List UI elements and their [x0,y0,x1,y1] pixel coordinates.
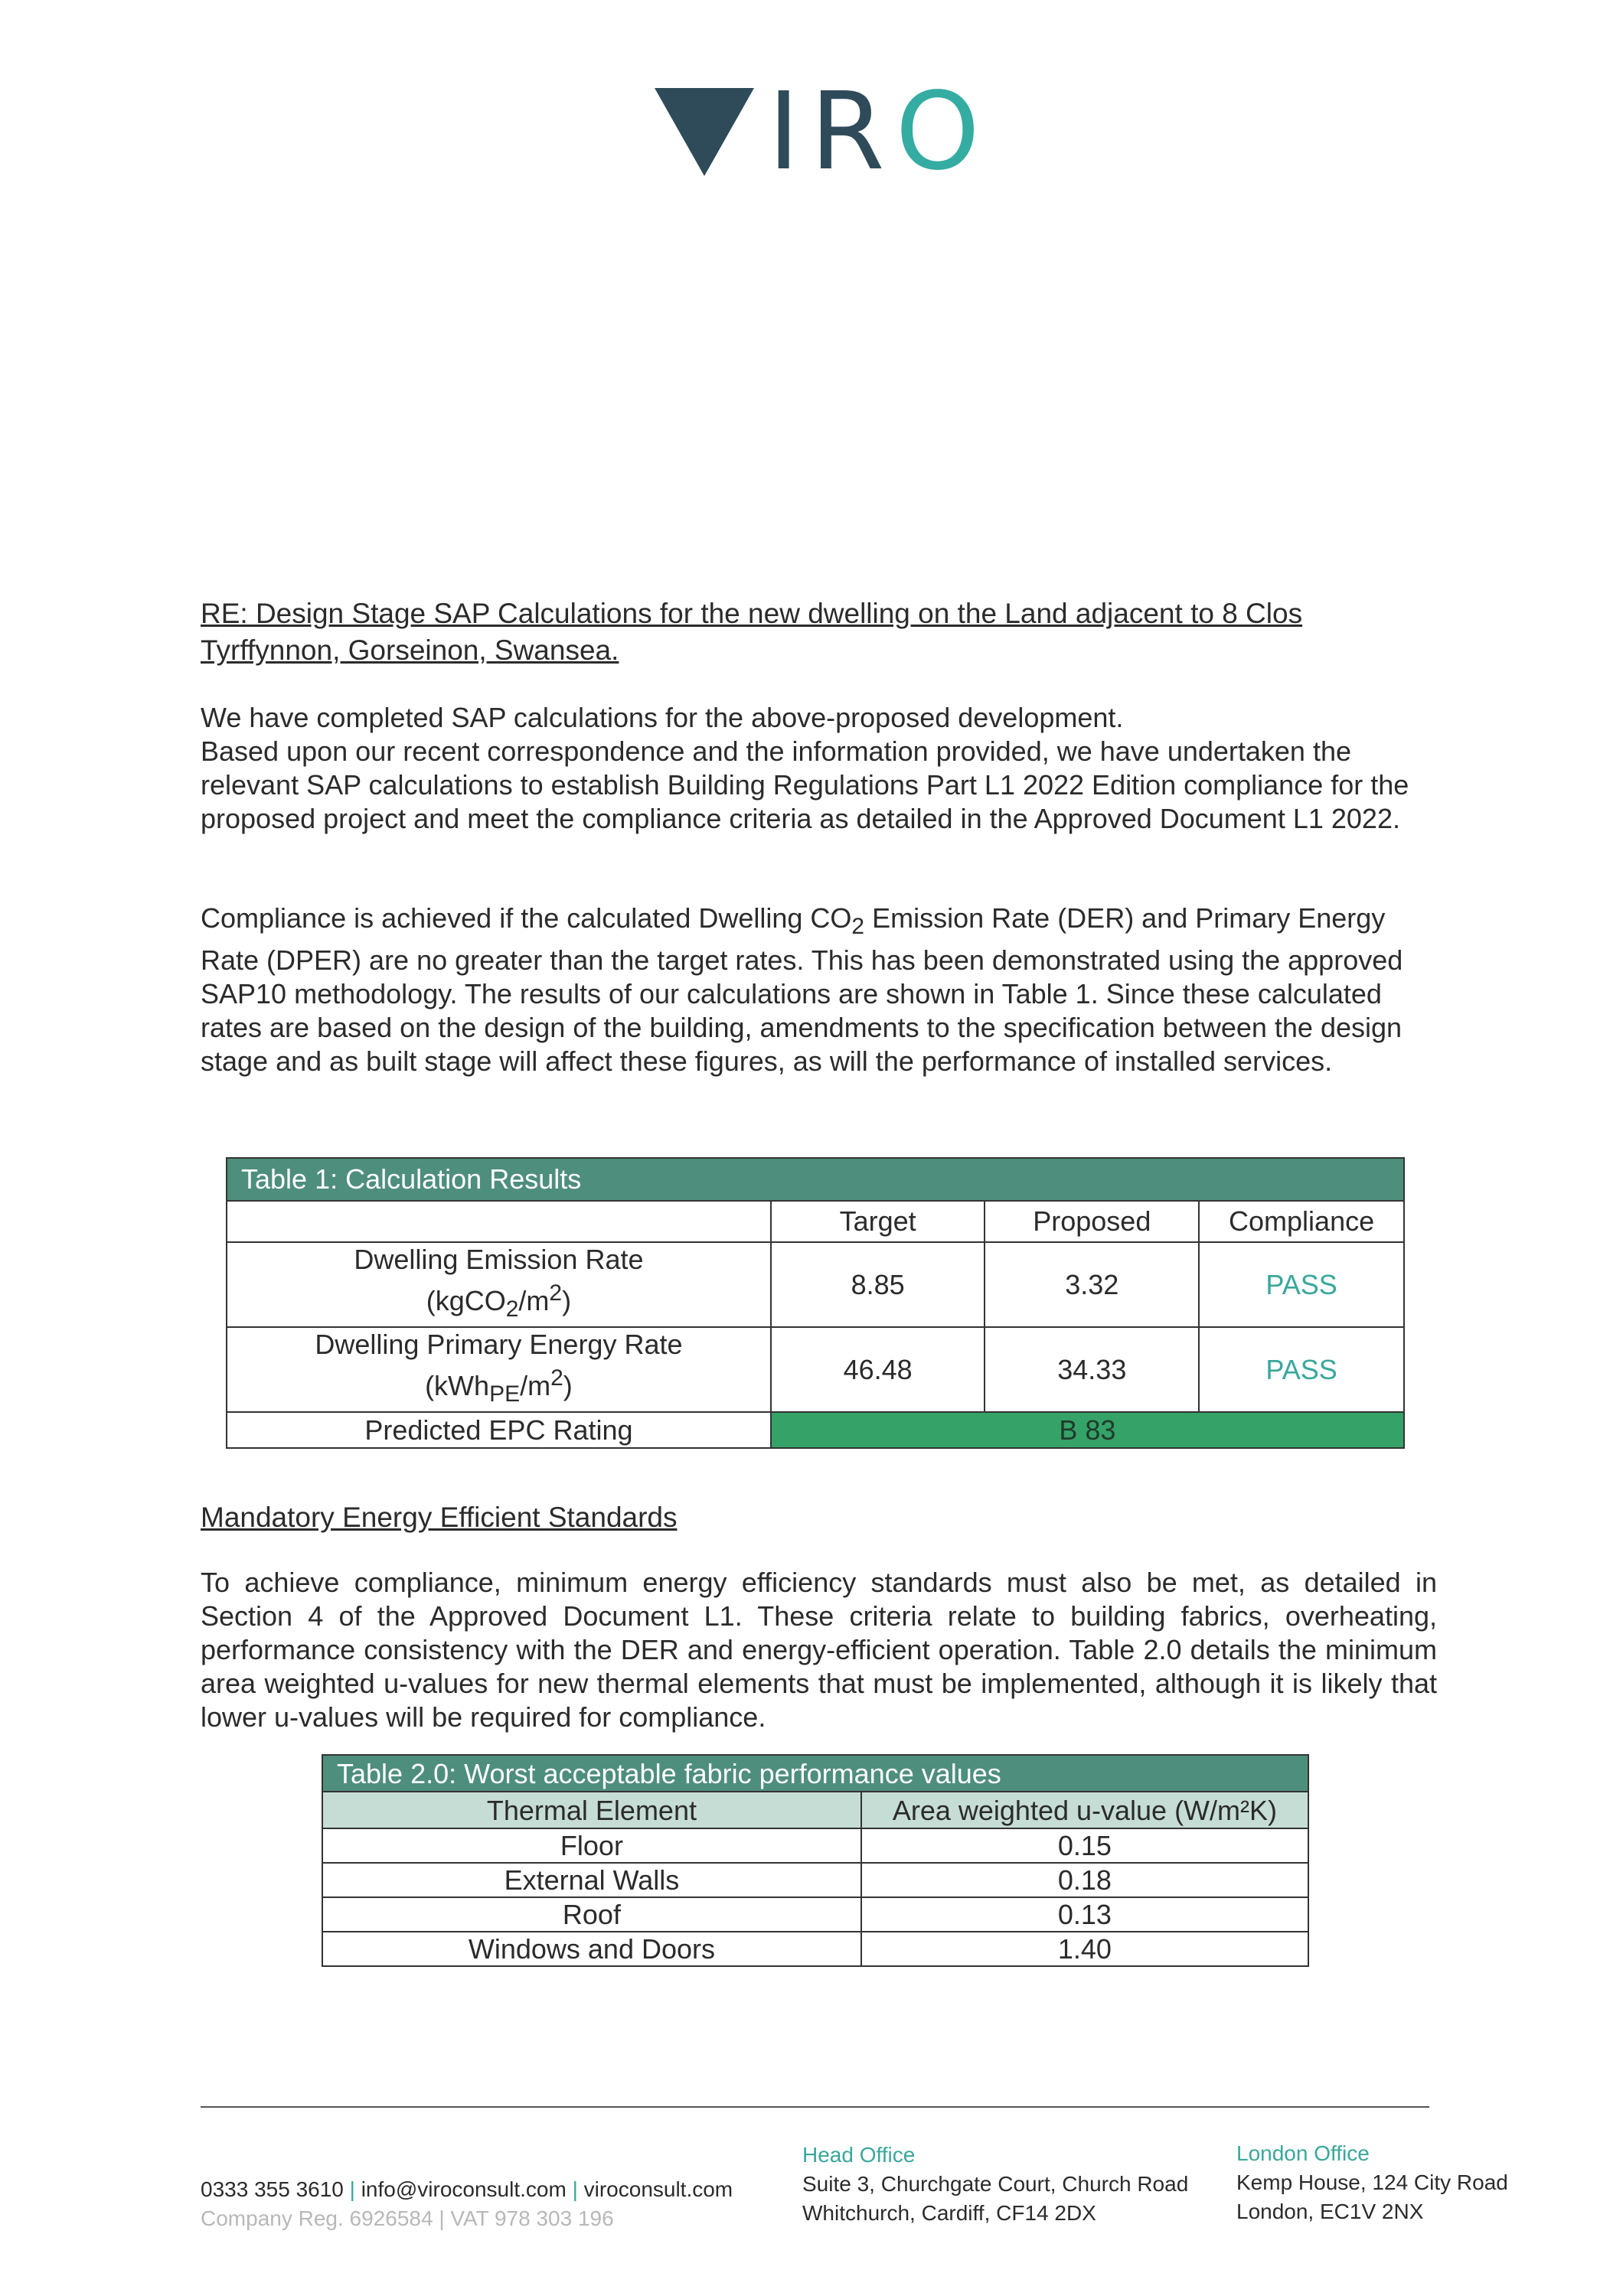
compliance-text-rest: Emission Rate (DER) and Primary Energy Rate (DPER) are no greater than the target rates. This has been demonstrated using the approved SAP10 methodology. The results of our calculations are shown in Table 1. Since these calculated rates are based on the design of the building, amendments to the specification between the design stage and as built stage will affect these figures, as will the performance of installed services. [201,902,1403,1078]
der-unit-end: ) [562,1285,572,1316]
der-unit-post: /m [518,1285,550,1316]
footer-divider [201,2106,1429,2108]
epc-rating-value: B 83 [771,1412,1404,1448]
table2-caption: Table 2.0: Worst acceptable fabric performance values [322,1755,1308,1792]
table-row [322,1897,1308,1932]
table1-header-target: Target [771,1201,985,1242]
uvalue-cell: 0.13 [861,1897,1308,1932]
dper-target: 46.48 [771,1327,985,1412]
dper-label: Dwelling Primary Energy Rate [315,1329,683,1361]
compliance-paragraph [201,902,1441,1078]
dper-unit-end: ) [563,1370,573,1402]
dper-unit-post: /m [520,1370,551,1402]
logo-triangle-icon [655,88,754,176]
table1-empty-header [227,1201,771,1242]
dper-compliance: PASS [1199,1327,1404,1412]
calculation-results-table [226,1157,1405,1449]
london-office-line1: Kemp House, 124 City Road [1236,2170,1508,2194]
compliance-text-start: Compliance is achieved if the calculated Dwelling CO [201,902,852,934]
table2-header-uvalue: Area weighted u-value (W/m²K) [861,1792,1308,1828]
footer-separator: | [572,2177,578,2201]
co2-subscript: 2 [851,914,865,940]
viro-logo [655,69,991,194]
element-cell: Windows and Doors [322,1932,861,1966]
table-row [322,1828,1308,1863]
dper-unit-sup: 2 [550,1365,563,1391]
table-row [322,1932,1308,1966]
uvalue-cell: 0.18 [861,1863,1308,1897]
table1-header-proposed: Proposed [985,1201,1199,1242]
uvalue-cell: 0.15 [861,1828,1308,1863]
intro-line-1: We have completed SAP calculations for the above-proposed development. [201,702,1124,733]
head-office-line1: Suite 3, Churchgate Court, Church Road [802,2172,1189,2196]
footer-company-reg: Company Reg. 6926584 | VAT 978 303 196 [201,2206,614,2230]
der-unit-sup: 2 [549,1280,563,1306]
element-cell: External Walls [322,1863,861,1897]
london-office-title: London Office [1236,2141,1370,2165]
epc-label: Predicted EPC Rating [227,1412,771,1448]
footer-head-office [802,2141,1188,2228]
table-row [227,1327,1404,1412]
footer-website[interactable]: viroconsult.com [583,2177,733,2201]
footer-phone[interactable]: 0333 355 3610 [201,2177,344,2201]
element-cell: Floor [322,1828,861,1863]
der-unit: (kgCO [426,1285,506,1316]
head-office-title: Head Office [802,2143,916,2167]
mandatory-paragraph: To achieve compliance, minimum energy efficiency standards must also be met, as detailed in Section 4 of the Approved Document L1. These criteria relate to building fabrics, overheating, performance consistency with the DER and energy-efficient operation. Table 2.0 details the minimum area weighted u-values for new thermal elements that must be implemented, although it is likely that lower u-values will be required for compliance. [201,1567,1437,1733]
dper-unit: (kWh [425,1370,490,1402]
der-unit-sub: 2 [505,1296,519,1322]
table1-header-compliance: Compliance [1199,1201,1404,1242]
der-proposed: 3.32 [985,1242,1199,1327]
footer-separator: | [349,2177,355,2201]
row-label [227,1327,771,1412]
dper-proposed: 34.33 [985,1327,1199,1412]
uvalue-cell: 1.40 [861,1932,1308,1966]
table1-caption: Table 1: Calculation Results [227,1158,1404,1201]
intro-paragraph [201,701,1441,836]
head-office-line2: Whitchurch, Cardiff, CF14 2DX [802,2201,1096,2225]
table-row [322,1863,1308,1897]
footer-london-office [1236,2139,1508,2226]
der-label: Dwelling Emission Rate [354,1244,644,1275]
der-compliance: PASS [1199,1242,1404,1327]
intro-line-2: Based upon our recent correspondence and the information provided, we have undertaken the relevant SAP calculations to establish Building Regulations Part L1 2022 Edition compliance for the proposed project and meet the compliance criteria as detailed in the Approved Document L1 2022. [201,735,1409,834]
dper-unit-sub: PE [489,1381,521,1407]
table2-header-element: Thermal Element [322,1792,861,1828]
der-target: 8.85 [771,1242,985,1327]
london-office-line2: London, EC1V 2NX [1236,2200,1424,2223]
row-label [227,1242,771,1327]
fabric-performance-table [322,1754,1309,1967]
footer-email[interactable]: info@viroconsult.com [361,2177,567,2201]
letter-heading: RE: Design Stage SAP Calculations for the new dwelling on the Land adjacent to 8 Clos Tyrffynnon, Gorseinon, Swansea. [201,598,1303,666]
table-row [227,1412,1404,1448]
element-cell: Roof [322,1897,861,1932]
logo-wordmark: IRO [768,69,991,194]
table-row [227,1242,1404,1327]
mandatory-standards-heading: Mandatory Energy Efficient Standards [201,1502,678,1533]
footer-contact [201,2175,733,2233]
